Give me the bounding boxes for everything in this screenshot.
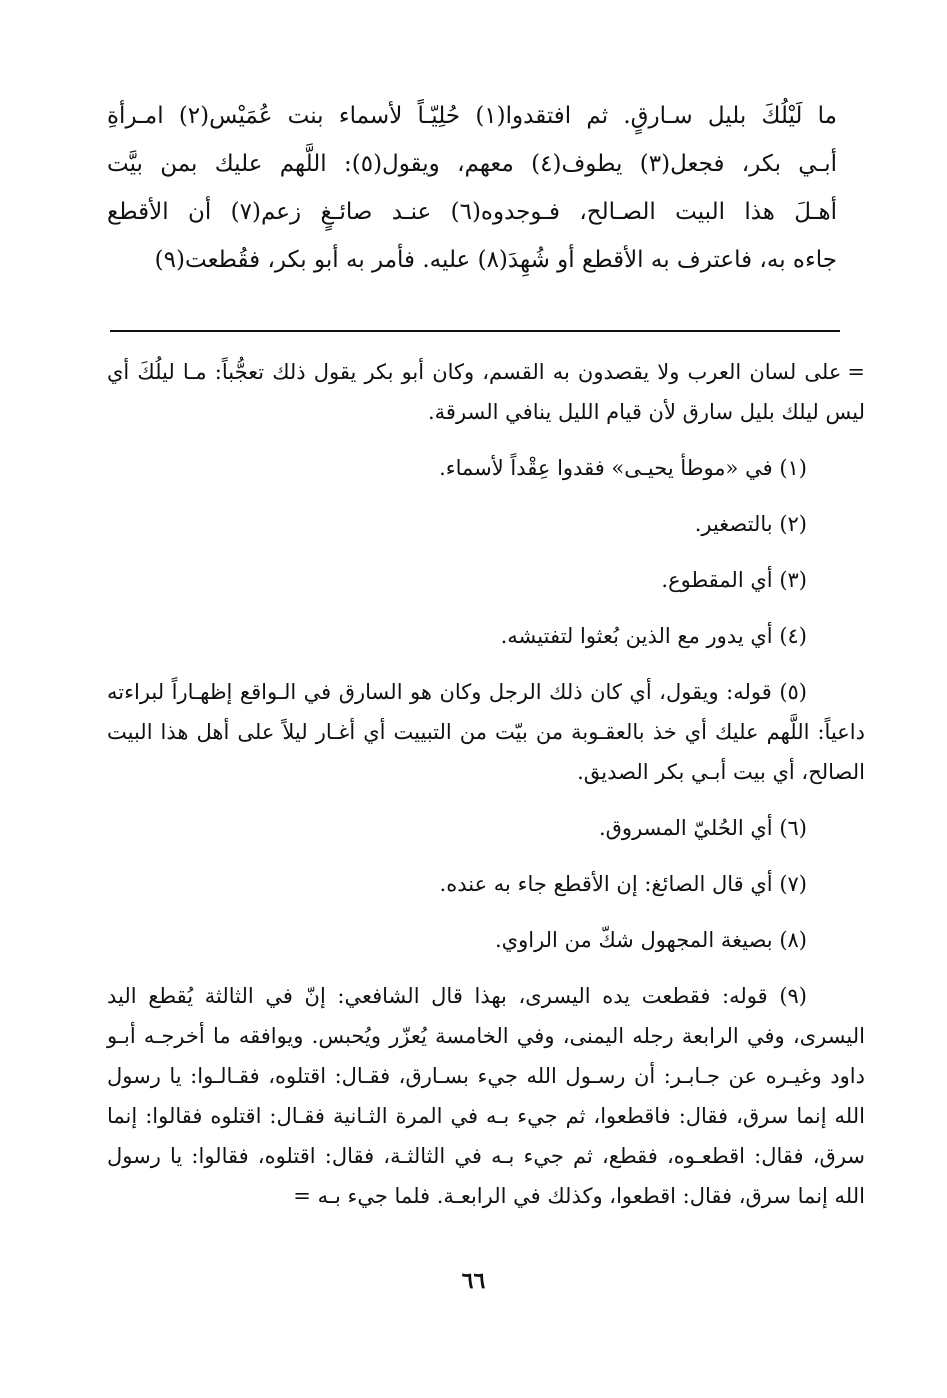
footnote-separator	[110, 330, 840, 332]
page-number: ٦٦	[461, 1268, 486, 1294]
footnote-text: أي قال الصائغ: إن الأقطع جاء به عنده.	[439, 872, 773, 896]
footnote-2	[107, 504, 865, 544]
footnote-5	[107, 672, 865, 792]
main-text-line: أبـي بكر، فجعل(٣) يطوف(٤) معهم، ويقول(٥): اللَّهم عليك بمن بيَّت	[107, 151, 837, 177]
footnote-4	[107, 616, 865, 656]
footnote-number: (٧)	[779, 872, 807, 896]
main-text-line: ما لَيْلُكَ بليل سـارقٍ. ثم افتقدوا(١) حُلِيّـاً لأسماء بنت عُمَيْس(٢) امـرأةِ	[107, 103, 837, 129]
footnote-number: (٩)	[779, 984, 807, 1008]
footnote-3	[107, 560, 865, 600]
footnote-1	[107, 448, 865, 488]
footnote-text: قوله: ويقول، أي كان ذلك الرجل وكان هو السارق في الـواقع إظهـاراً لبراءته داعياً: اللَّهم عليك أي خذ بالعقـوبة من بيّت من التبييت أي أغـار ليلاً على أهل هذا البيت الصالح، أي بيت أبـي بكر الصديق.	[107, 680, 865, 784]
footnote-number: (٦)	[779, 816, 807, 840]
footnote-text: في «موطأ يحيـى» فقدوا عِقْداً لأسماء.	[439, 456, 773, 480]
footnote-number: (٥)	[779, 680, 807, 704]
footnote-7	[107, 864, 865, 904]
footnote-text: أي يدور مع الذين بُعثوا لتفتيشه.	[500, 624, 773, 648]
footnote-number: (٢)	[779, 512, 807, 536]
footnote-number: (٤)	[779, 624, 807, 648]
footnote-6	[107, 808, 865, 848]
footnote-9	[107, 976, 865, 1216]
footnote-number: (٨)	[779, 928, 807, 952]
footnote-number: (١)	[779, 456, 807, 480]
footnote-text: أي المقطوع.	[661, 568, 773, 592]
main-text-line: أهـلَ هذا البيت الصـالح، فـوجدوه(٦) عنـد صائـغٍ زعم(٧) أن الأقطع	[107, 199, 837, 225]
footnote-text: بالتصغير.	[694, 512, 773, 536]
main-text	[107, 92, 837, 284]
footnote-text: قوله: فقطعت يده اليسرى، بهذا قال الشافعي: إنّ في الثالثة يُقطع اليد اليسرى، وفي الرابعة رجله اليمنى، وفي الخامسة يُعزّر ويُحبس. ويوافقه ما أخرجـه أبـو داود وغيـره عن جـابـر: أن رسـول الله جيء بسـارق، فقـال: اقتلوه، فقـالـوا: يا رسول الله إنما سرق، فقال: فاقطعوا، ثم جيء بـه في المرة الثـانية فقـال: اقتلوه فقالوا: إنما سرق، فقال: اقطعـوه، فقطع، ثم جيء بـه في الثالثـة، فقال: اقتلوه، فقالوا: يا رسول الله إنما سرق، فقال: اقطعوا، وكذلك في الرابعـة. فلما جيء بـه	[107, 984, 865, 1208]
continuation-marker: =	[847, 360, 865, 384]
footnote-text: أي الحُليّ المسروق.	[598, 816, 773, 840]
footnote-8	[107, 920, 865, 960]
footnote-continuation	[107, 352, 865, 432]
footnote-text: بصيغة المجهول شكّ من الراوي.	[494, 928, 773, 952]
main-text-line: جاءه به، فاعترف به الأقطع أو شُهِدَ(٨) عليه. فأمر به أبو بكر، فقُطعت(٩)	[154, 247, 837, 273]
continuation-marker: =	[293, 1184, 311, 1208]
footnote-number: (٣)	[779, 568, 807, 592]
footnotes	[107, 352, 865, 1216]
footnote-text: على لسان العرب ولا يقصدون به القسم، وكان أبو بكر يقول ذلك تعجُّباً: مـا ليلُكَ أي ليس ليلك بليل سارق لأن قيام الليل ينافي السرقة.	[107, 360, 865, 424]
